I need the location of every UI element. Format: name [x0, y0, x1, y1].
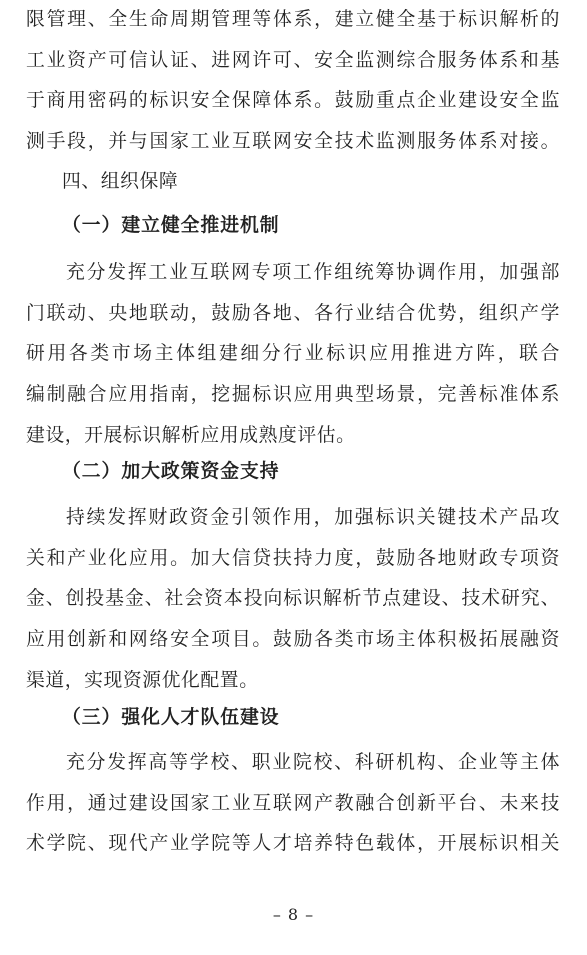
paragraph-policy-funding [26, 498, 560, 702]
text-line: 建设，开展标识解析应用成熟度评估。 [26, 424, 356, 446]
paragraph-talent [26, 743, 560, 865]
paragraph-identifier-security [26, 0, 560, 163]
page-number: – 8 – [272, 905, 315, 924]
text-line: 研用各类市场主体组建细分行业标识应用推进方阵，联合 [26, 343, 560, 365]
text-line: 应用创新和网络安全项目。鼓励各类市场主体积极拓展融资 [26, 629, 560, 651]
subheading-policy-funding: （二）加大政策资金支持 [62, 461, 280, 482]
text-line: 于商用密码的标识安全保障体系。鼓励重点企业建设安全监 [26, 90, 560, 112]
paragraph-mechanism [26, 253, 560, 457]
subheading-talent: （三）强化人才队伍建设 [62, 707, 280, 728]
text-line: 充分发挥高等学校、职业院校、科研机构、企业等主体 [66, 752, 560, 773]
text-line: 充分发挥工业互联网专项工作组统筹协调作用，加强部 [66, 262, 560, 283]
section-heading-organization: 四、组织保障 [62, 171, 179, 192]
text-line: 金、创投基金、社会资本投向标识解析节点建设、技术研究、 [26, 588, 560, 610]
text-line: 门联动、央地联动，鼓励各地、各行业结合优势，组织产学 [26, 302, 560, 324]
text-line: 关和产业化应用。加大信贷扶持力度，鼓励各地财政专项资 [26, 547, 560, 569]
text-line: 限管理、全生命周期管理等体系，建立健全基于标识解析的 [26, 9, 560, 30]
text-line: 编制融合应用指南，挖掘标识应用典型场景，完善标准体系 [26, 384, 560, 406]
text-line: 持续发挥财政资金引领作用，加强标识关键技术产品攻 [66, 507, 560, 528]
subheading-mechanism: （一）建立健全推进机制 [62, 215, 280, 236]
text-line: 工业资产可信认证、进网许可、安全监测综合服务体系和基 [26, 49, 560, 71]
text-line: 渠道，实现资源优化配置。 [26, 669, 259, 691]
text-line: 术学院、现代产业学院等人才培养特色载体，开展标识相关 [26, 833, 560, 855]
text-line: 作用，通过建设国家工业互联网产教融合创新平台、未来技 [26, 792, 560, 814]
text-line: 测手段，并与国家工业互联网安全技术监测服务体系对接。 [26, 131, 560, 153]
